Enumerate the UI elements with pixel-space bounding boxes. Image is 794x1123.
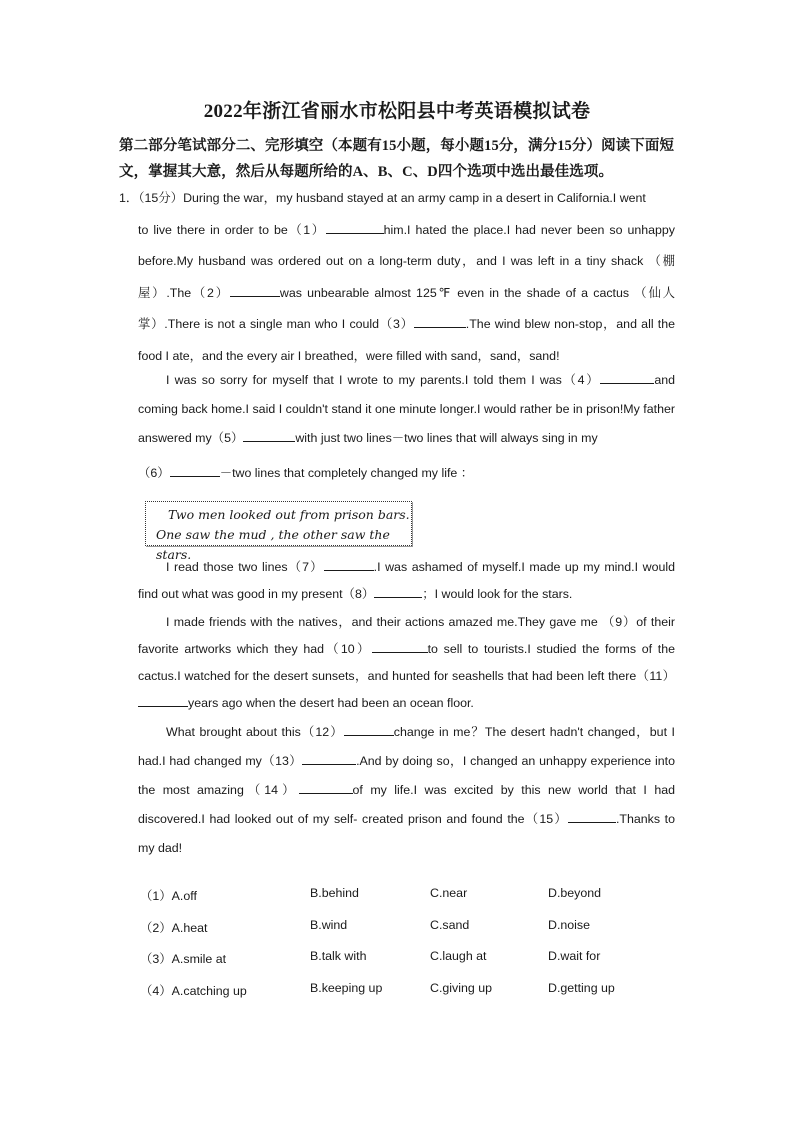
- poem-box: [145, 501, 412, 562]
- blank-10: [372, 640, 428, 653]
- option: C.giving up: [430, 980, 492, 995]
- poem-line-1: Two men looked out from prison bars.: [168, 507, 410, 522]
- passage-paragraph-1: 1．（15分）During the war，my husband stayed at an army camp in a desert in California.I went to live there in order to be（1） him.I hated the place.I had never been so unhappy before.My husband was ordered out on a long-term duty，and I was left in a tiny shack （棚屋）.The（2） was unbearable almost 125℉ even in the shade of a cactus （仙人掌）.There is not a single man who I could（3） .The wind blew non-stop，and all the food I ate，and the every air I breathed，were filled with sand，sand，sand!: [119, 191, 675, 363]
- option: B.keeping up: [310, 980, 383, 995]
- option: （2）A.heat: [140, 920, 208, 935]
- page-title: 2022年浙江省丽水市松阳县中考英语模拟试卷: [203, 101, 591, 122]
- answer-options: [140, 886, 680, 1012]
- option: B.behind: [310, 886, 359, 900]
- question-number: 1．: [119, 191, 139, 205]
- option: （1）A.off: [140, 889, 197, 903]
- option: （4）A.catching up: [140, 983, 247, 998]
- blank-7: [324, 558, 374, 571]
- option: B.wind: [310, 917, 348, 932]
- option-row: [140, 886, 680, 918]
- blank-2: [230, 284, 280, 297]
- passage-paragraph-3: I read those two lines（7） .I was ashamed of myself.I made up my mind.I would find out what was good in my present（8） ；I would look for the stars.: [138, 560, 675, 601]
- blank-1: [326, 221, 384, 234]
- option: B.talk with: [310, 949, 367, 963]
- blank-11: [138, 694, 188, 707]
- passage-paragraph-2: I was so sorry for myself that I wrote to my parents.I told them I was（4） and coming back home.I said I couldn't stand it one minute longer.I would rather be in prison!My father answered my（5） with just two lines－two lines that will always sing in my: [138, 373, 675, 445]
- blank-6: [170, 464, 220, 477]
- passage-paragraph-2-end: （6） －two lines that completely changed my life ：: [138, 466, 474, 480]
- option: D.noise: [548, 917, 591, 932]
- blank-13: [302, 752, 356, 765]
- blank-8: [374, 585, 422, 598]
- option: （3）A.smile at: [140, 952, 227, 966]
- option-row: [140, 949, 680, 981]
- section-heading: 第二部分笔试部分二、完形填空（本题有15小题，每小题15分，满分15分）阅读下面短文，掌握其大意，然后从每题所给的A、B、C、D四个选项中选出最佳选项。: [119, 138, 675, 180]
- passage-paragraph-4: I made friends with the natives，and their actions amazed me.They gave me （9）of their favorite artworks which they had（10） to sell to tourists.I studied the forms of the cactus.I watched for the desert sunsets，and hunted for seashells that had been left there（11）years ago when the desert had been an ocean floor.: [138, 615, 675, 710]
- blank-15: [568, 810, 616, 823]
- option: D.beyond: [548, 886, 602, 900]
- blank-3: [414, 315, 466, 328]
- blank-14: [299, 781, 353, 794]
- option-row: [140, 918, 680, 950]
- blank-5: [243, 429, 295, 442]
- passage-paragraph-5: What brought about this（12） change in me？The desert hadn't changed，but I had.I had changed my（13） .And by doing so，I changed an unhappy experience into the most amazing（14） of my life.I was excited by this new world that I had discovered.I had looked out of my self- created prison and found the（15） .Thanks to my dad!: [138, 725, 676, 855]
- blank-4: [600, 371, 654, 384]
- option: C.laugh at: [430, 949, 487, 963]
- question-points: （15分）: [138, 191, 184, 205]
- option-row: [140, 981, 680, 1013]
- option: C.near: [430, 886, 468, 900]
- option: D.getting up: [548, 980, 615, 995]
- blank-12: [344, 723, 394, 736]
- poem-line-2: One saw the mud , the other saw the stars.: [156, 527, 390, 562]
- option: D.wait for: [548, 949, 601, 963]
- option: C.sand: [430, 917, 470, 932]
